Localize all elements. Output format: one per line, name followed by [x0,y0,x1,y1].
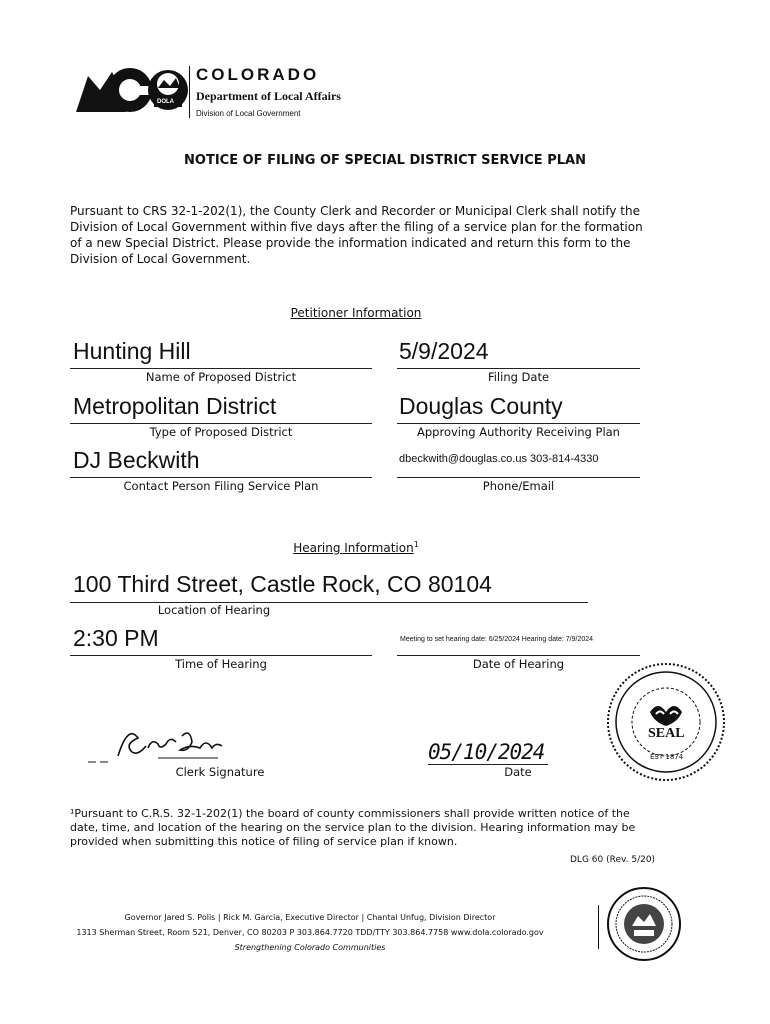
clerk-signature-label: Clerk Signature [175,765,265,779]
header-department: Department of Local Affairs [196,89,341,103]
clerk-signature [88,722,258,766]
header-divider [189,66,190,118]
phone-email-line [397,477,640,478]
district-name-label: Name of Proposed District [145,370,297,384]
hearing-section-title: Hearing Information$^1$ [293,540,419,555]
state-seal [606,886,682,962]
seal-est: EST 1874 [650,753,684,761]
seal-word: SEAL [648,726,685,741]
hearing-location-value: 100 Third Street, Castle Rock, CO 80104 [73,571,492,597]
signed-date-label: Date [504,765,532,779]
hearing-time-value: 2:30 PM [73,625,159,651]
authority-line [397,423,640,424]
state-seal-icon [606,886,682,962]
authority-label: Approving Authority Receiving Plan [417,425,620,439]
header-division: Division of Local Government [196,109,301,118]
intro-paragraph: Pursuant to CRS 32-1-202(1), the County Clerk and Recorder or Municipal Clerk shall notify the Division of Local Government within five days after the filing of a service plan for the formation of a new Special District. Please provide the information indicated and return this form to the Division of Local Government. [70,204,643,266]
phone-email-label: Phone/Email [482,479,555,493]
contact-label: Contact Person Filing Service Plan [123,479,319,493]
header-state: COLORADO [196,65,320,84]
contact-value: DJ Beckwith [73,447,200,473]
footnote-text: ¹Pursuant to C.R.S. 32-1-202(1) the board of county commissioners shall provide written notice of the date, time, and location of the hearing on the service plan to the division. Hearing information may be provided when submitting this notice of filing of service plan if known. [70,807,636,848]
district-type-value: Metropolitan District [73,393,277,419]
filing-date-label: Filing Date [487,370,550,384]
hearing-time-label: Time of Hearing [175,657,267,671]
footer-divider [598,905,599,949]
county-seal-icon [604,660,728,784]
colorado-c-logo-icon [74,64,189,116]
dola-logo [74,64,189,116]
footer-officials: Governor Jared S. Polis | Rick M. Garcia, Executive Director | Chantal Unfug, Division Director [124,913,496,922]
signature-scribble-icon [88,722,258,766]
filing-date-value: 5/9/2024 [399,338,489,364]
signed-date-value: 05/10/2024 [428,740,545,764]
hearing-date-value: Meeting to set hearing date: 6/25/2024 Hearing date: 7/9/2024 [400,636,594,643]
dola-badge: DOLA [157,99,174,105]
district-type-line [70,423,372,424]
footnote-mark: 1 [413,540,419,549]
district-type-label: Type of Proposed District [149,425,293,439]
authority-value: Douglas County [399,393,563,419]
form-id: DLG 60 (Rev. 5/20) [570,855,656,865]
hearing-time-line [70,655,372,656]
douglas-county-seal [604,660,728,784]
footer-address: 1313 Sherman Street, Room 521, Denver, CO 80203 P 303.864.7720 TDD/TTY 303.864.7758 www.dola.colorado.gov [76,928,544,937]
filing-date-line [397,368,640,369]
district-name-line [70,368,372,369]
footer-tagline: Strengthening Colorado Communities [234,943,386,952]
phone-email-value: dbeckwith@douglas.co.us 303-814-4330 [399,453,599,465]
contact-line [70,477,372,478]
notice-title: NOTICE OF FILING OF SPECIAL DISTRICT SERVICE PLAN [184,153,586,168]
petitioner-section-title: Petitioner Information [290,306,422,320]
hearing-location-label: Location of Hearing [157,603,271,617]
hearing-date-line [397,655,640,656]
hearing-date-label: Date of Hearing [472,657,565,671]
district-name-value: Hunting Hill [73,338,191,364]
